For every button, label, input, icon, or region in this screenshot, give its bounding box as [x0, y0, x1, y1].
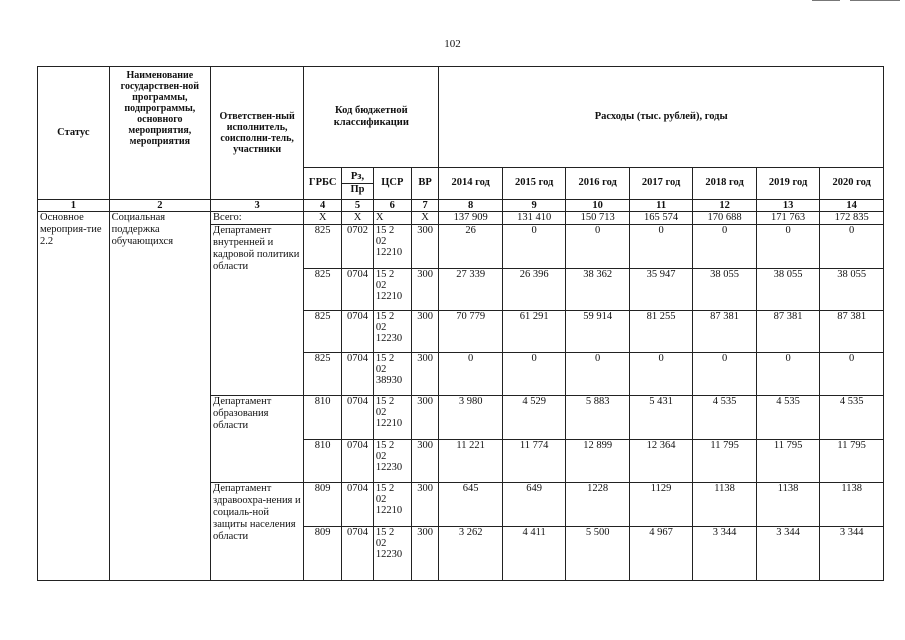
expense-value: 0	[629, 225, 692, 269]
header-csr: ЦСР	[373, 168, 411, 200]
csr-part: 02	[375, 322, 387, 333]
expense-value: 0	[502, 353, 565, 396]
total-csr: Х	[373, 212, 411, 225]
csr-part: 15 2	[375, 225, 395, 236]
expense-value: 1228	[566, 483, 629, 527]
csr-part: 15 2	[375, 483, 395, 494]
expense-value: 4 411	[502, 527, 565, 581]
expense-value: 70 779	[439, 311, 502, 353]
expense-value: 0	[693, 225, 756, 269]
total-vr: Х	[411, 212, 439, 225]
total-value: 150 713	[566, 212, 629, 225]
expense-value: 0	[820, 353, 884, 396]
header-expenses-group: Расходы (тыс. рублей), годы	[439, 67, 884, 168]
total-value: 172 835	[820, 212, 884, 225]
expense-value: 1138	[756, 483, 819, 527]
total-value: 137 909	[439, 212, 502, 225]
expense-value: 38 055	[820, 269, 884, 311]
csr-cell	[373, 440, 411, 483]
header-status: Статус	[38, 67, 110, 200]
total-value: 171 763	[756, 212, 819, 225]
csr-cell	[373, 527, 411, 581]
total-row	[38, 212, 884, 225]
expense-value: 12 899	[566, 440, 629, 483]
expense-value: 0	[820, 225, 884, 269]
expense-value: 4 967	[629, 527, 692, 581]
column-number: 14	[820, 200, 884, 212]
department-cell: Департамент образования области	[211, 396, 304, 483]
expense-value: 5 500	[566, 527, 629, 581]
expense-value: 38 055	[693, 269, 756, 311]
vr-cell: 300	[411, 440, 439, 483]
expense-value: 4 535	[693, 396, 756, 440]
column-number: 6	[373, 200, 411, 212]
csr-cell	[373, 269, 411, 311]
total-value: 131 410	[502, 212, 565, 225]
csr-part: 38930	[375, 375, 403, 386]
expense-value: 0	[439, 353, 502, 396]
csr-part: 02	[375, 236, 387, 247]
total-value: 165 574	[629, 212, 692, 225]
column-number: 9	[502, 200, 565, 212]
expense-value: 5 431	[629, 396, 692, 440]
rz-pr-cell: 0702	[342, 225, 374, 269]
expense-value: 0	[566, 353, 629, 396]
rz-pr-cell: 0704	[342, 396, 374, 440]
grbs-cell: 810	[304, 396, 342, 440]
rz-pr-cell: 0704	[342, 483, 374, 527]
header-year: 2016 год	[566, 168, 629, 200]
vr-cell: 300	[411, 225, 439, 269]
grbs-cell: 825	[304, 353, 342, 396]
expense-value: 4 535	[756, 396, 819, 440]
vr-cell: 300	[411, 311, 439, 353]
csr-part: 12210	[375, 247, 403, 258]
header-year: 2014 год	[439, 168, 502, 200]
expense-value: 59 914	[566, 311, 629, 353]
csr-part: 15 2	[375, 353, 395, 364]
total-value: 170 688	[693, 212, 756, 225]
column-number: 2	[109, 200, 210, 212]
expense-value: 1138	[693, 483, 756, 527]
vr-cell: 300	[411, 353, 439, 396]
expense-value: 11 795	[693, 440, 756, 483]
total-grbs: Х	[304, 212, 342, 225]
csr-part: 15 2	[375, 527, 395, 538]
expense-value: 87 381	[820, 311, 884, 353]
csr-part: 15 2	[375, 440, 395, 451]
header-code-group: Код бюджетной классификации	[304, 67, 439, 168]
rz-pr-cell: 0704	[342, 269, 374, 311]
column-number: 8	[439, 200, 502, 212]
csr-part: 15 2	[375, 269, 395, 280]
grbs-cell: 825	[304, 269, 342, 311]
department-cell: Департамент здравоохра-нения и социаль-ной защиты населения области	[211, 483, 304, 581]
expense-value: 61 291	[502, 311, 565, 353]
header-vr: ВР	[411, 168, 439, 200]
expense-value: 0	[756, 353, 819, 396]
expense-value: 3 344	[756, 527, 819, 581]
expense-value: 0	[629, 353, 692, 396]
csr-part: 02	[375, 494, 387, 505]
column-number-row	[38, 200, 884, 212]
grbs-cell: 825	[304, 311, 342, 353]
header-pr: Пр	[342, 183, 373, 196]
expense-value: 11 795	[756, 440, 819, 483]
department-cell: Департамент внутренней и кадровой политики области	[211, 225, 304, 396]
expense-value: 1129	[629, 483, 692, 527]
column-number: 10	[566, 200, 629, 212]
grbs-cell: 810	[304, 440, 342, 483]
csr-part: 02	[375, 538, 387, 549]
expense-value: 3 344	[693, 527, 756, 581]
expense-value: 0	[693, 353, 756, 396]
header-year: 2017 год	[629, 168, 692, 200]
header-responsible: Ответствен-ный исполнитель, соисполни-тель, участники	[211, 67, 304, 200]
expense-value: 11 774	[502, 440, 565, 483]
csr-part: 02	[375, 451, 387, 462]
expense-value: 27 339	[439, 269, 502, 311]
expense-value: 4 535	[820, 396, 884, 440]
csr-part: 15 2	[375, 396, 395, 407]
csr-part: 12210	[375, 291, 403, 302]
rz-pr-cell: 0704	[342, 527, 374, 581]
csr-cell	[373, 353, 411, 396]
expense-value: 26	[439, 225, 502, 269]
scan-mark	[850, 0, 900, 1]
rz-pr-cell: 0704	[342, 311, 374, 353]
expense-value: 87 381	[756, 311, 819, 353]
expense-value: 5 883	[566, 396, 629, 440]
expense-value: 35 947	[629, 269, 692, 311]
page-number: 102	[444, 38, 461, 50]
column-number: 4	[304, 200, 342, 212]
csr-cell	[373, 311, 411, 353]
expense-value: 81 255	[629, 311, 692, 353]
expense-value: 38 055	[756, 269, 819, 311]
csr-part: 02	[375, 364, 387, 375]
header-grbs: ГРБС	[304, 168, 342, 200]
column-number: 1	[38, 200, 110, 212]
header-name: Наименование государствен-ной программы, подпрограммы, основного мероприятия, мероприятия	[109, 67, 210, 200]
vr-cell: 300	[411, 269, 439, 311]
column-number: 3	[211, 200, 304, 212]
header-year: 2020 год	[820, 168, 884, 200]
expense-value: 649	[502, 483, 565, 527]
expense-value: 0	[756, 225, 819, 269]
expense-value: 0	[502, 225, 565, 269]
csr-part: 12210	[375, 505, 403, 516]
rz-pr-cell: 0704	[342, 353, 374, 396]
grbs-cell: 809	[304, 483, 342, 527]
column-number: 12	[693, 200, 756, 212]
expense-value: 26 396	[502, 269, 565, 311]
csr-part: 12230	[375, 462, 403, 473]
expense-value: 3 262	[439, 527, 502, 581]
csr-cell	[373, 483, 411, 527]
csr-part: 15 2	[375, 311, 395, 322]
header-year: 2018 год	[693, 168, 756, 200]
vr-cell: 300	[411, 483, 439, 527]
grbs-cell: 825	[304, 225, 342, 269]
header-year: 2019 год	[756, 168, 819, 200]
header-rz: Рз,	[350, 171, 365, 182]
expense-value: 4 529	[502, 396, 565, 440]
csr-part: 12230	[375, 549, 403, 560]
expense-value: 12 364	[629, 440, 692, 483]
csr-cell	[373, 396, 411, 440]
expense-value: 1138	[820, 483, 884, 527]
expense-value: 0	[566, 225, 629, 269]
expense-value: 38 362	[566, 269, 629, 311]
csr-part: 12230	[375, 333, 403, 344]
grbs-cell: 809	[304, 527, 342, 581]
rz-pr-cell: 0704	[342, 440, 374, 483]
csr-part: 02	[375, 280, 387, 291]
expense-value: 11 795	[820, 440, 884, 483]
column-number: 11	[629, 200, 692, 212]
status-cell: Основное мероприя-тие 2.2	[38, 212, 110, 581]
expense-value: 645	[439, 483, 502, 527]
csr-part: 02	[375, 407, 387, 418]
column-number: 7	[411, 200, 439, 212]
column-number: 5	[342, 200, 374, 212]
expense-value: 11 221	[439, 440, 502, 483]
csr-cell	[373, 225, 411, 269]
total-label: Всего:	[211, 212, 304, 225]
header-year: 2015 год	[502, 168, 565, 200]
vr-cell: 300	[411, 396, 439, 440]
total-rz: Х	[342, 212, 374, 225]
expense-value: 3 980	[439, 396, 502, 440]
csr-part: 12210	[375, 418, 403, 429]
budget-table	[37, 66, 884, 581]
column-number: 13	[756, 200, 819, 212]
expense-value: 3 344	[820, 527, 884, 581]
scan-mark	[812, 0, 840, 1]
name-cell: Социальная поддержка обучающихся	[109, 212, 210, 581]
header-rz-pr	[342, 168, 374, 200]
expense-value: 87 381	[693, 311, 756, 353]
vr-cell: 300	[411, 527, 439, 581]
